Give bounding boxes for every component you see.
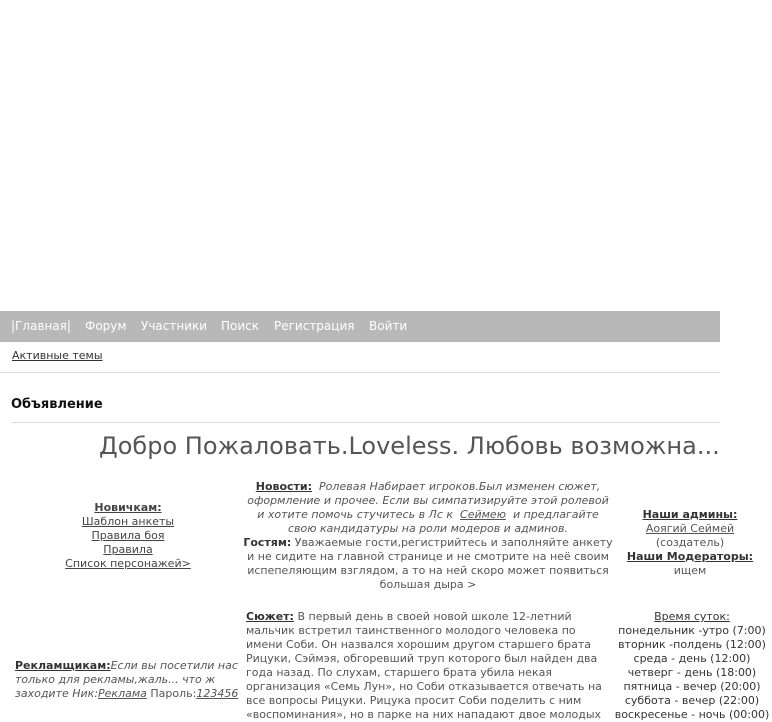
active-topics-link[interactable]: Активные темы [12, 349, 103, 362]
admin-name[interactable]: Аоягий Сеймей [645, 522, 735, 535]
news-label: Новости: [255, 480, 313, 493]
ads-text: Если вы посетили нас только для рекламы,жаль... что ж заходите Ник: [15, 659, 238, 700]
announcement-heading: Объявление [11, 397, 103, 412]
welcome-title: Добро Пожаловать.Loveless. Любовь возможна... [99, 432, 720, 460]
ads-block [15, 659, 243, 701]
link-rules[interactable]: Правила [103, 543, 153, 556]
divider [11, 422, 720, 423]
nav-members[interactable]: Участники [141, 319, 208, 333]
news-block [243, 480, 613, 592]
main-navbar [0, 311, 720, 342]
moderators-heading: Наши Модераторы: [626, 550, 754, 563]
nav-search[interactable]: Поиск [221, 319, 260, 333]
ads-nick: Реклама [98, 687, 147, 700]
plot-text: В первый день в своей новой школе 12-летний мальчик встретил таинственного молодого человека по имени Соби. Он назвался хорошим другом старшего брата Рицуки, Сэймэя, обгоревший труп которого был найден два года назад. По слухам, старшего брата убила некая организация «Семь Лун», но Соби отказывается отвечать на все вопросы Рицуки. Рицука просит Соби поделить с ним «воспоминания», но в парке на них нападают двое молодых [246, 610, 602, 721]
plot-label: Сюжет: [246, 610, 294, 623]
ads-password: 123456 [196, 687, 239, 700]
newbies-block [28, 501, 228, 571]
nav-login[interactable]: Войти [369, 319, 408, 333]
nav-home[interactable]: |Главная| [11, 319, 71, 333]
newbies-heading: Новичкам: [94, 501, 162, 514]
news-text-after: и предлагайте свою кандидатуры на роли модеров и админов. [287, 508, 599, 535]
time-of-day-block [612, 610, 772, 722]
ads-label: Рекламщикам: [15, 659, 111, 672]
plot-block [246, 610, 606, 722]
admins-heading: Наши админы: [642, 508, 738, 521]
link-battle-rules[interactable]: Правила боя [91, 529, 165, 542]
ads-password-label: Пароль: [150, 687, 197, 700]
time-line: четверг - день (18:00) [627, 666, 757, 679]
nav-forum[interactable]: Форум [85, 319, 127, 333]
admins-block [610, 508, 770, 578]
time-line: понедельник -утро (7:00) [618, 624, 766, 637]
link-character-list[interactable]: Список персонажей> [65, 557, 191, 570]
link-form-template[interactable]: Шаблон анкеты [81, 515, 175, 528]
time-line: вторник -полдень (12:00) [618, 638, 766, 651]
time-line: пятница - вечер (20:00) [623, 680, 761, 693]
time-line: суббота - вечер (22:00) [624, 694, 760, 707]
divider [0, 372, 720, 373]
moderators-text: ищем [673, 564, 707, 577]
time-line: среда - день (12:00) [633, 652, 751, 665]
guests-text: Уважаемые гости,регистрийтесь и заполняйте анкету и не сидите на главной странице и не смотрите на неё своим испепеляющим взглядом, а то на ней скоро может появиться большая дыра > [247, 536, 613, 591]
seimei-link[interactable]: Сеймею [460, 508, 506, 521]
news-text: Ролевая Набирает игроков.Был изменен сюжет, оформление и прочее. Если вы симпатизируйте этой ролевой и хотите помочь стучитесь в Лс к [247, 480, 609, 521]
admin-role: (создатель) [655, 536, 725, 549]
time-line: воскресенье - ночь (00:00) [614, 708, 770, 721]
time-heading: Время суток: [654, 610, 730, 623]
guests-label: Гостям: [243, 536, 292, 549]
nav-register[interactable]: Регистрация [274, 319, 355, 333]
